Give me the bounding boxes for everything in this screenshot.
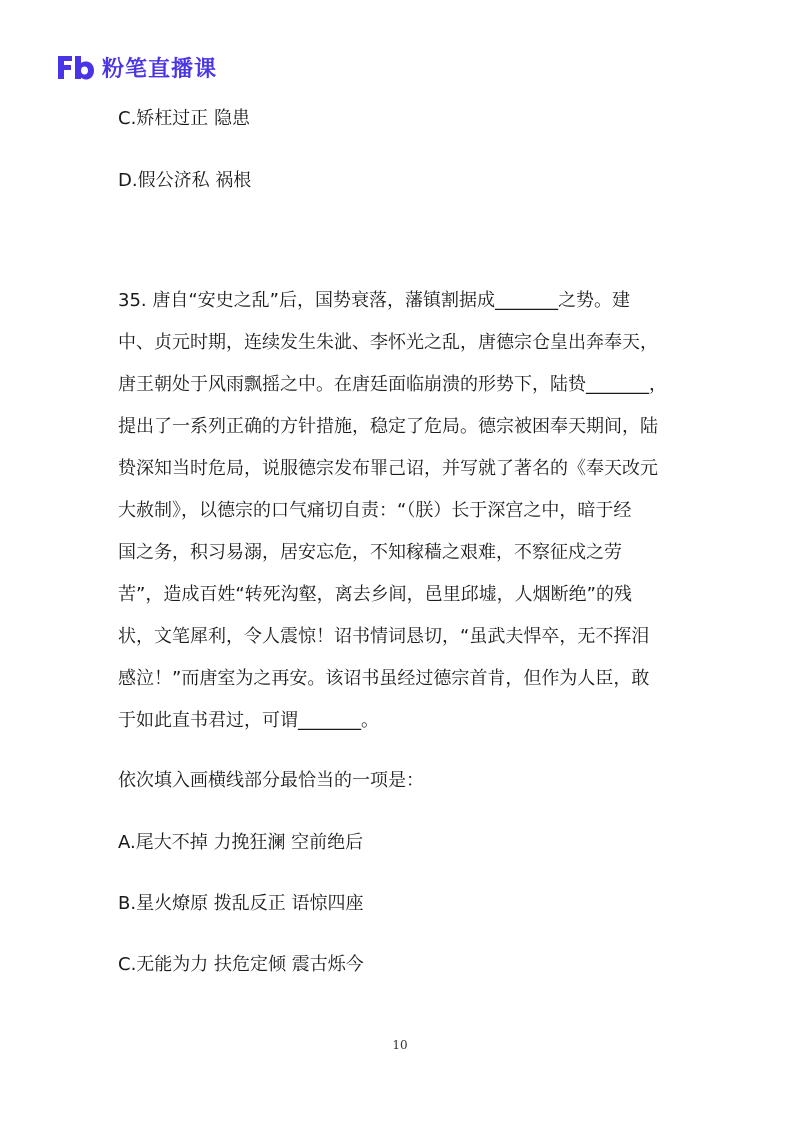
stem-line: 状，文笔犀利，令人震惊！诏书情词恳切，“虽武夫悍卒，无不挥泪 bbox=[118, 626, 650, 647]
question-35-stem bbox=[118, 280, 678, 742]
header bbox=[56, 50, 217, 84]
question-prompt: 依次填入画横线部分最恰当的一项是： bbox=[118, 770, 424, 791]
stem-line: 于如此直书君过，可谓_______。 bbox=[118, 710, 379, 731]
stem-line: 提出了一系列正确的方针措施，稳定了危局。德宗被困奉天期间，陆 bbox=[118, 416, 658, 437]
option-a: A.尾大不掉 力挽狂澜 空前绝后 bbox=[118, 832, 364, 853]
option-b: B.星火燎原 拨乱反正 语惊四座 bbox=[118, 893, 364, 914]
page-number: 10 bbox=[392, 1038, 408, 1052]
fb-logo-icon bbox=[56, 52, 96, 82]
stem-line: 大赦制》，以德宗的口气痛切自责：“（朕）长于深宫之中，暗于经 bbox=[118, 500, 632, 521]
stem-line: 中、贞元时期，连续发生朱泚、李怀光之乱，唐德宗仓皇出奔奉天， bbox=[118, 332, 658, 353]
stem-line: 感泣！”而唐室为之再安。该诏书虽经过德宗首肯，但作为人臣，敢 bbox=[118, 668, 650, 689]
option-c: C.无能为力 扶危定倾 震古烁今 bbox=[118, 954, 364, 975]
prev-option-d: D.假公济私 祸根 bbox=[118, 170, 252, 191]
stem-line: 苦”，造成百姓“转死沟壑，离去乡闾，邑里邱墟，人烟断绝”的残 bbox=[118, 584, 632, 605]
brand-title: 粉笔直播课 bbox=[102, 56, 218, 82]
stem-line: 唐王朝处于风雨飘摇之中。在唐廷面临崩溃的形势下，陆贽_______， bbox=[118, 374, 667, 395]
stem-line: 贽深知当时危局，说服德宗发布罪己诏，并写就了著名的《奉天改元 bbox=[118, 458, 658, 479]
stem-line: 国之务，积习易溺，居安忘危，不知稼穑之艰难，不察征戍之劳 bbox=[118, 542, 622, 563]
stem-line: 35. 唐自“安史之乱”后，国势衰落，藩镇割据成_______之势。建 bbox=[118, 290, 630, 311]
prev-option-c: C.矫枉过正 隐患 bbox=[118, 108, 251, 129]
